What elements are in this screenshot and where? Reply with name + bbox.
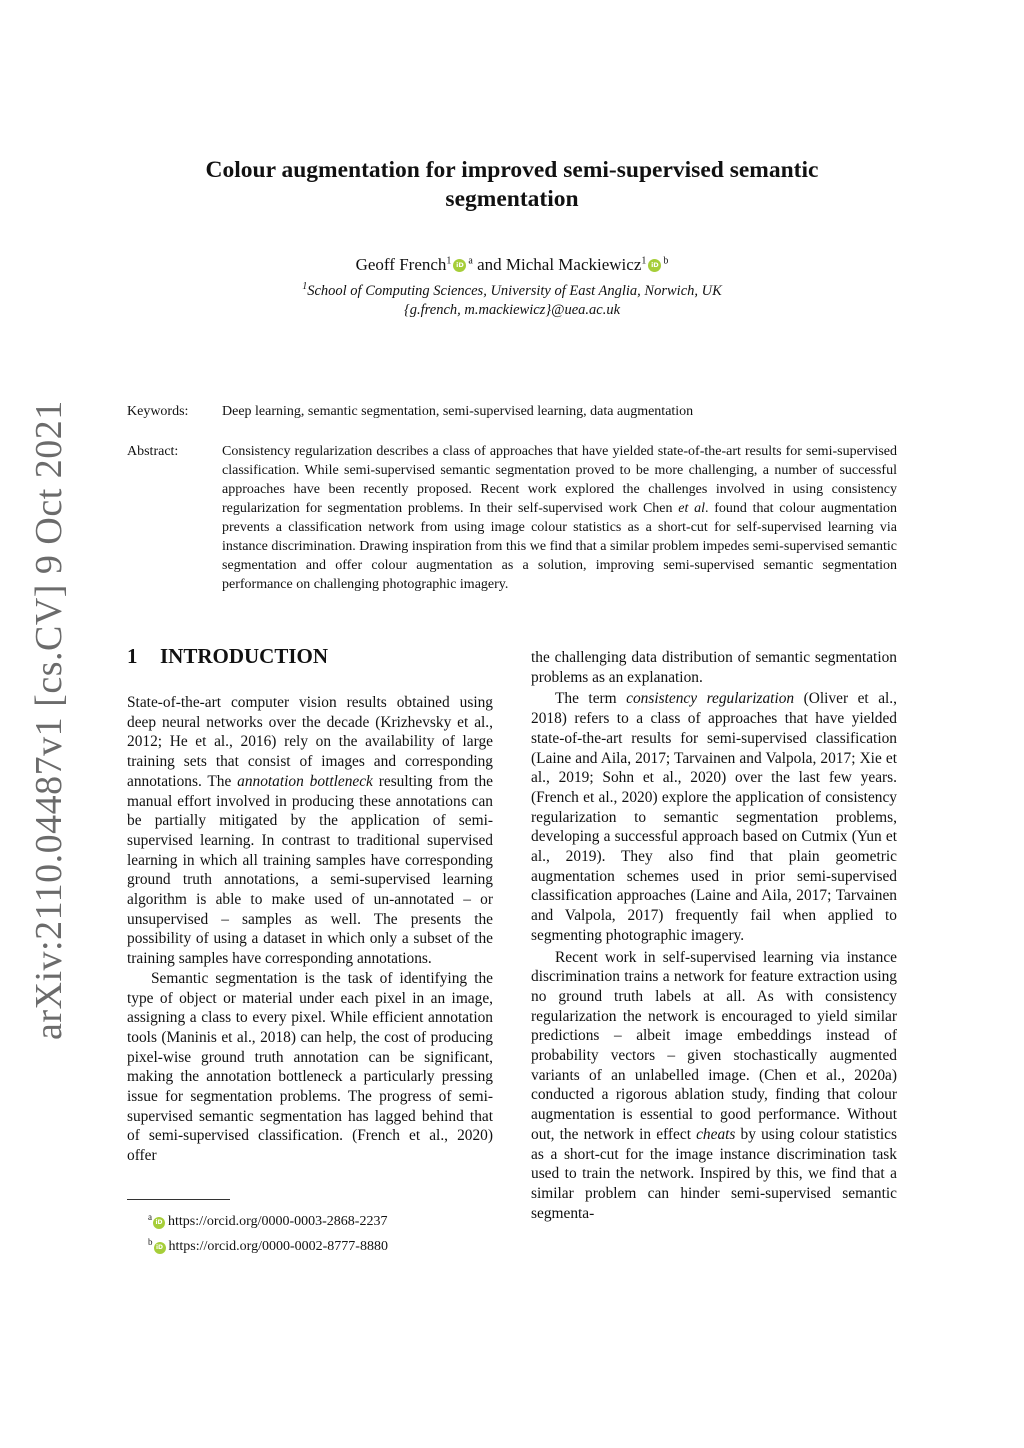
abstract-row — [127, 442, 897, 594]
section-number: 1 — [127, 644, 138, 668]
affiliation-mark: 1 — [641, 255, 647, 267]
footnote-divider — [127, 1199, 230, 1200]
institution: School of Computing Sciences, University of East Anglia, Norwich, UK — [307, 283, 722, 299]
orcid-icon: iD — [154, 1242, 166, 1254]
arxiv-stamp: arXiv:2110.04487v1 [cs.CV] 9 Oct 2021 — [28, 400, 70, 1040]
affiliation-mark: 1 — [302, 281, 308, 293]
paragraph: Semantic segmentation is the task of identifying the type of object or material under each pixel in an image, assigning a class to every pixel. While efficient annotation tools (Maninis et al., 2018) can help, the cost of producing pixel-wise ground truth annotation can be significant, making the annotation bottleneck a particularly pressing issue for segmentation problems. The progress of semi-supervised semantic segmentation has lagged behind that of semi-supervised classification. (French et al., 2020) offer — [127, 969, 493, 1165]
paragraph: The term consistency regularization (Oliver et al., 2018) refers to a class of approaches that have yielded state-of-the-art results for semi-supervised classification (Laine and Aila, 2017; Tarvainen and Valpola, 2017; Xie et al., 2019; Sohn et al., 2020) over the last few years. (French et al., 2020) explore the application of consistency regularization to semantic segmentation problems, developing a successful approach based on Cutmix (Yun et al., 2019). They also find that plain geometric augmentation schemes used in prior semi-supervised classification approaches (Laine and Aila, 2017; Tarvainen and Valpola, 2017) frequently fail when applied to segmenting photographic imagery. — [531, 690, 898, 944]
orcid-icon[interactable]: iD — [453, 259, 466, 272]
section-title: INTRODUCTION — [160, 644, 329, 668]
affiliation — [140, 282, 884, 320]
affiliation-mark: 1 — [446, 255, 452, 267]
right-column — [531, 648, 897, 1223]
orcid-icon: iD — [153, 1217, 165, 1229]
author-name: Michal Mackiewicz — [505, 255, 642, 274]
keywords-row — [127, 402, 897, 421]
author-connector: and — [472, 255, 506, 274]
footnote-mark: a — [148, 1212, 152, 1222]
keywords-label: Keywords: — [127, 404, 189, 419]
footnotes — [148, 1207, 388, 1257]
abstract-label: Abstract: — [127, 444, 179, 459]
author-line — [140, 255, 884, 275]
footnote — [148, 1232, 388, 1257]
emails: {g.french, m.mackiewicz}@uea.ac.uk — [403, 302, 621, 318]
paragraph: State-of-the-art computer vision results obtained using deep neural networks over the decade (Krizhevsky et al., 2012; He et al., 2016) rely on the availability of large training sets that consist of images and corresponding annotations. The annotation bottleneck resulting from the manual effort involved in producing these annotations can be partially mitigated by the application of semi-supervised learning. In contrast to traditional supervised learning in which all training samples have corresponding ground truth annotations, a semi-supervised learning algorithm is able to make used of un-annotated – or unsupervised – samples as well. The presents the possibility of using a dataset in which only a subset of the training samples have corresponding annotations. — [127, 694, 493, 968]
paragraph: Recent work in self-supervised learning via instance discrimination trains a network for feature extraction using no ground truth labels at all. As with consistency regularization the network is encouraged to yield similar predictions – albeit image embeddings instead of probability vectors – given stochastically augmented variants of an unlabelled image. (Chen et al., 2020a) conducted a rigorous ablation study, finding that colour augmentation is essential to good performance. Without out, the network in effect cheats by using colour statistics as a short-cut for the image instance discrimination task used to train the network. Inspired by this, we find that a similar problem can hinder semi-supervised semantic segmenta- — [531, 948, 897, 1222]
abstract-text: Consistency regularization describes a class of approaches that have yielded state-of-the-art results for semi-supervised classification. While semi-supervised semantic segmentation proved to be more challenging, a number of successful approaches have been recently proposed. Recent work explored the challenges involved in using consistency regularization for segmentation problems. In their self-supervised work Chen et al. found that colour augmentation prevents a classification network from using image colour statistics as a short-cut for self-supervised learning via instance discrimination. Drawing inspiration from this we find that a similar problem impedes semi-supervised semantic segmentation and offer colour augmentation as a solution, improving semi-supervised semantic segmentation performance on challenging photographic imagery. — [222, 444, 897, 592]
footnote — [148, 1207, 388, 1232]
paper-title: Colour augmentation for improved semi-supervised semantic segmentation — [205, 157, 819, 212]
keywords-text: Deep learning, semantic segmentation, semi-supervised learning, data augmentation — [222, 404, 694, 419]
orcid-icon[interactable]: iD — [648, 259, 661, 272]
paragraph: the challenging data distribution of semantic segmentation problems as an explanation. — [531, 649, 897, 686]
left-column — [127, 643, 493, 1166]
author-name: Geoff French — [355, 255, 447, 274]
orcid-link[interactable]: https://orcid.org/0000-0003-2868-2237 — [168, 1214, 388, 1229]
orcid-mark: b — [663, 255, 669, 267]
orcid-mark: a — [468, 255, 473, 267]
orcid-link[interactable]: https://orcid.org/0000-0002-8777-8880 — [168, 1239, 388, 1254]
section-heading — [127, 643, 493, 669]
footnote-mark: b — [148, 1237, 153, 1247]
